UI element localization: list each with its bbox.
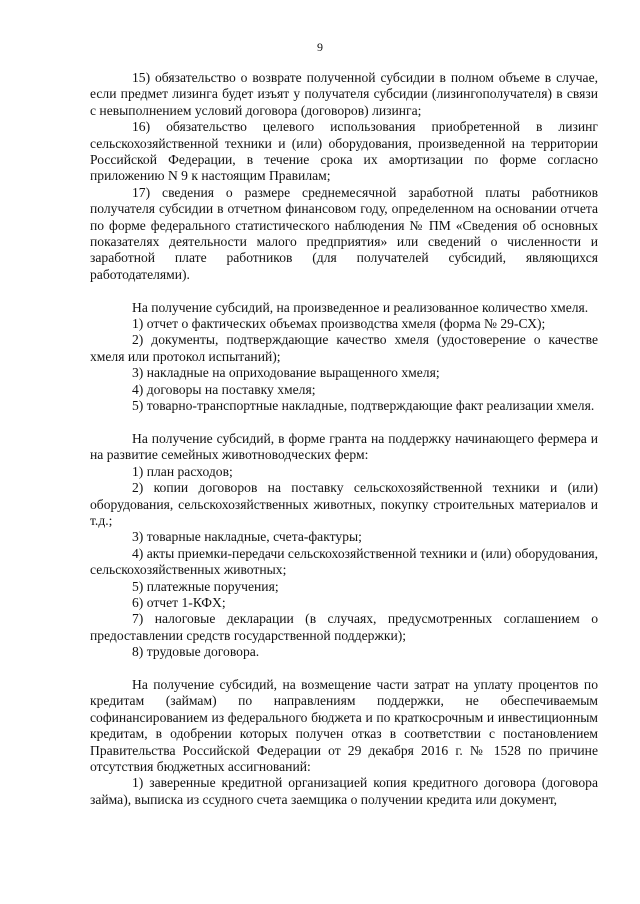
paragraph: 3) товарные накладные, счета-фактуры; [132, 529, 362, 545]
paragraph: 2) документы, подтверждающие качество хмеля (удостоверение о качестве хмеля или протокол испытаний); [90, 332, 598, 364]
paragraph: 6) отчет 1-КФХ; [132, 594, 226, 610]
paragraph: 1) план расходов; [132, 463, 233, 479]
paragraph: На получение субсидий, на возмещение части затрат на уплату процентов по кредитам (займам) по направлениям поддержки, не обеспечиваемым софинансированием из федерального бюджета и по краткосрочным и инвестиционным кредитам, в одобрении которых получен отказ в соответствии с постановлением Правительства Российской Федерации от 29 декабря 2016 г. № 1528 по причине отсутствия бюджетных ассигнований: [90, 676, 598, 775]
paragraph: 5) товарно-транспортные накладные, подтверждающие факт реализации хмеля. [132, 398, 595, 414]
paragraph-spacer [90, 283, 598, 299]
paragraph: 2) копии договоров на поставку сельскохозяйственной техники и (или) оборудования, сельскохозяйственных животных, покупку строительных материалов и т.д.; [90, 480, 598, 528]
paragraph: На получение субсидий, в форме гранта на поддержку начинающего фермера и на развитие семейных животноводческих ферм: [90, 430, 598, 463]
paragraph: 17) сведения о размере среднемесячной заработной платы работников получателя субсидии в отчетном финансовом году, определенном на основании отчета по форме федерального статистического наблюдения № ПМ «Сведения об основных показателях деятельности малого предприятия» или сведений о численности и заработной плате работников (для получателей субсидий, являющихся работодателями). [90, 184, 598, 282]
paragraph: 7) налоговые декларации (в случаях, предусмотренных соглашением о предоставлении средств государственной поддержки); [90, 611, 598, 643]
paragraph: 4) договоры на поставку хмеля; [132, 381, 316, 397]
paragraph: 1) отчет о фактических объемах производства хмеля (форма № 29-СХ); [132, 316, 546, 332]
paragraph: На получение субсидий, на произведенное и реализованное количество хмеля. [132, 299, 589, 315]
paragraph: 16) обязательство целевого использования приобретенной в лизинг сельскохозяйственной техники и (или) оборудования, произведенной на территории Российской Федерации, в течение срока их амортизации по форме согласно приложению N 9 к настоящим Правилам; [90, 119, 598, 184]
paragraph: 1) заверенные кредитной организацией копия кредитного договора (договора займа), выписка из ссудного счета заемщика о получении кредита или документ, [90, 775, 598, 807]
paragraph-spacer [90, 415, 598, 431]
paragraph: 4) акты приемки-передачи сельскохозяйственной техники и (или) оборудования, сельскохозяйственных животных; [90, 545, 599, 578]
document-body [90, 0, 598, 808]
page-number: 9 [317, 40, 323, 54]
paragraph-spacer [90, 661, 598, 677]
paragraph: 8) трудовые договора. [132, 644, 260, 660]
paragraph: 15) обязательство о возврате полученной субсидии в полном объеме в случае, если предмет лизинга будет изъят у получателя субсидии (лизингополучателя) в связи с невыполнением условий договора (договоров) лизинга; [90, 70, 598, 118]
paragraph: 5) платежные поручения; [132, 578, 279, 594]
paragraph: 3) накладные на оприходование выращенного хмеля; [132, 365, 440, 381]
